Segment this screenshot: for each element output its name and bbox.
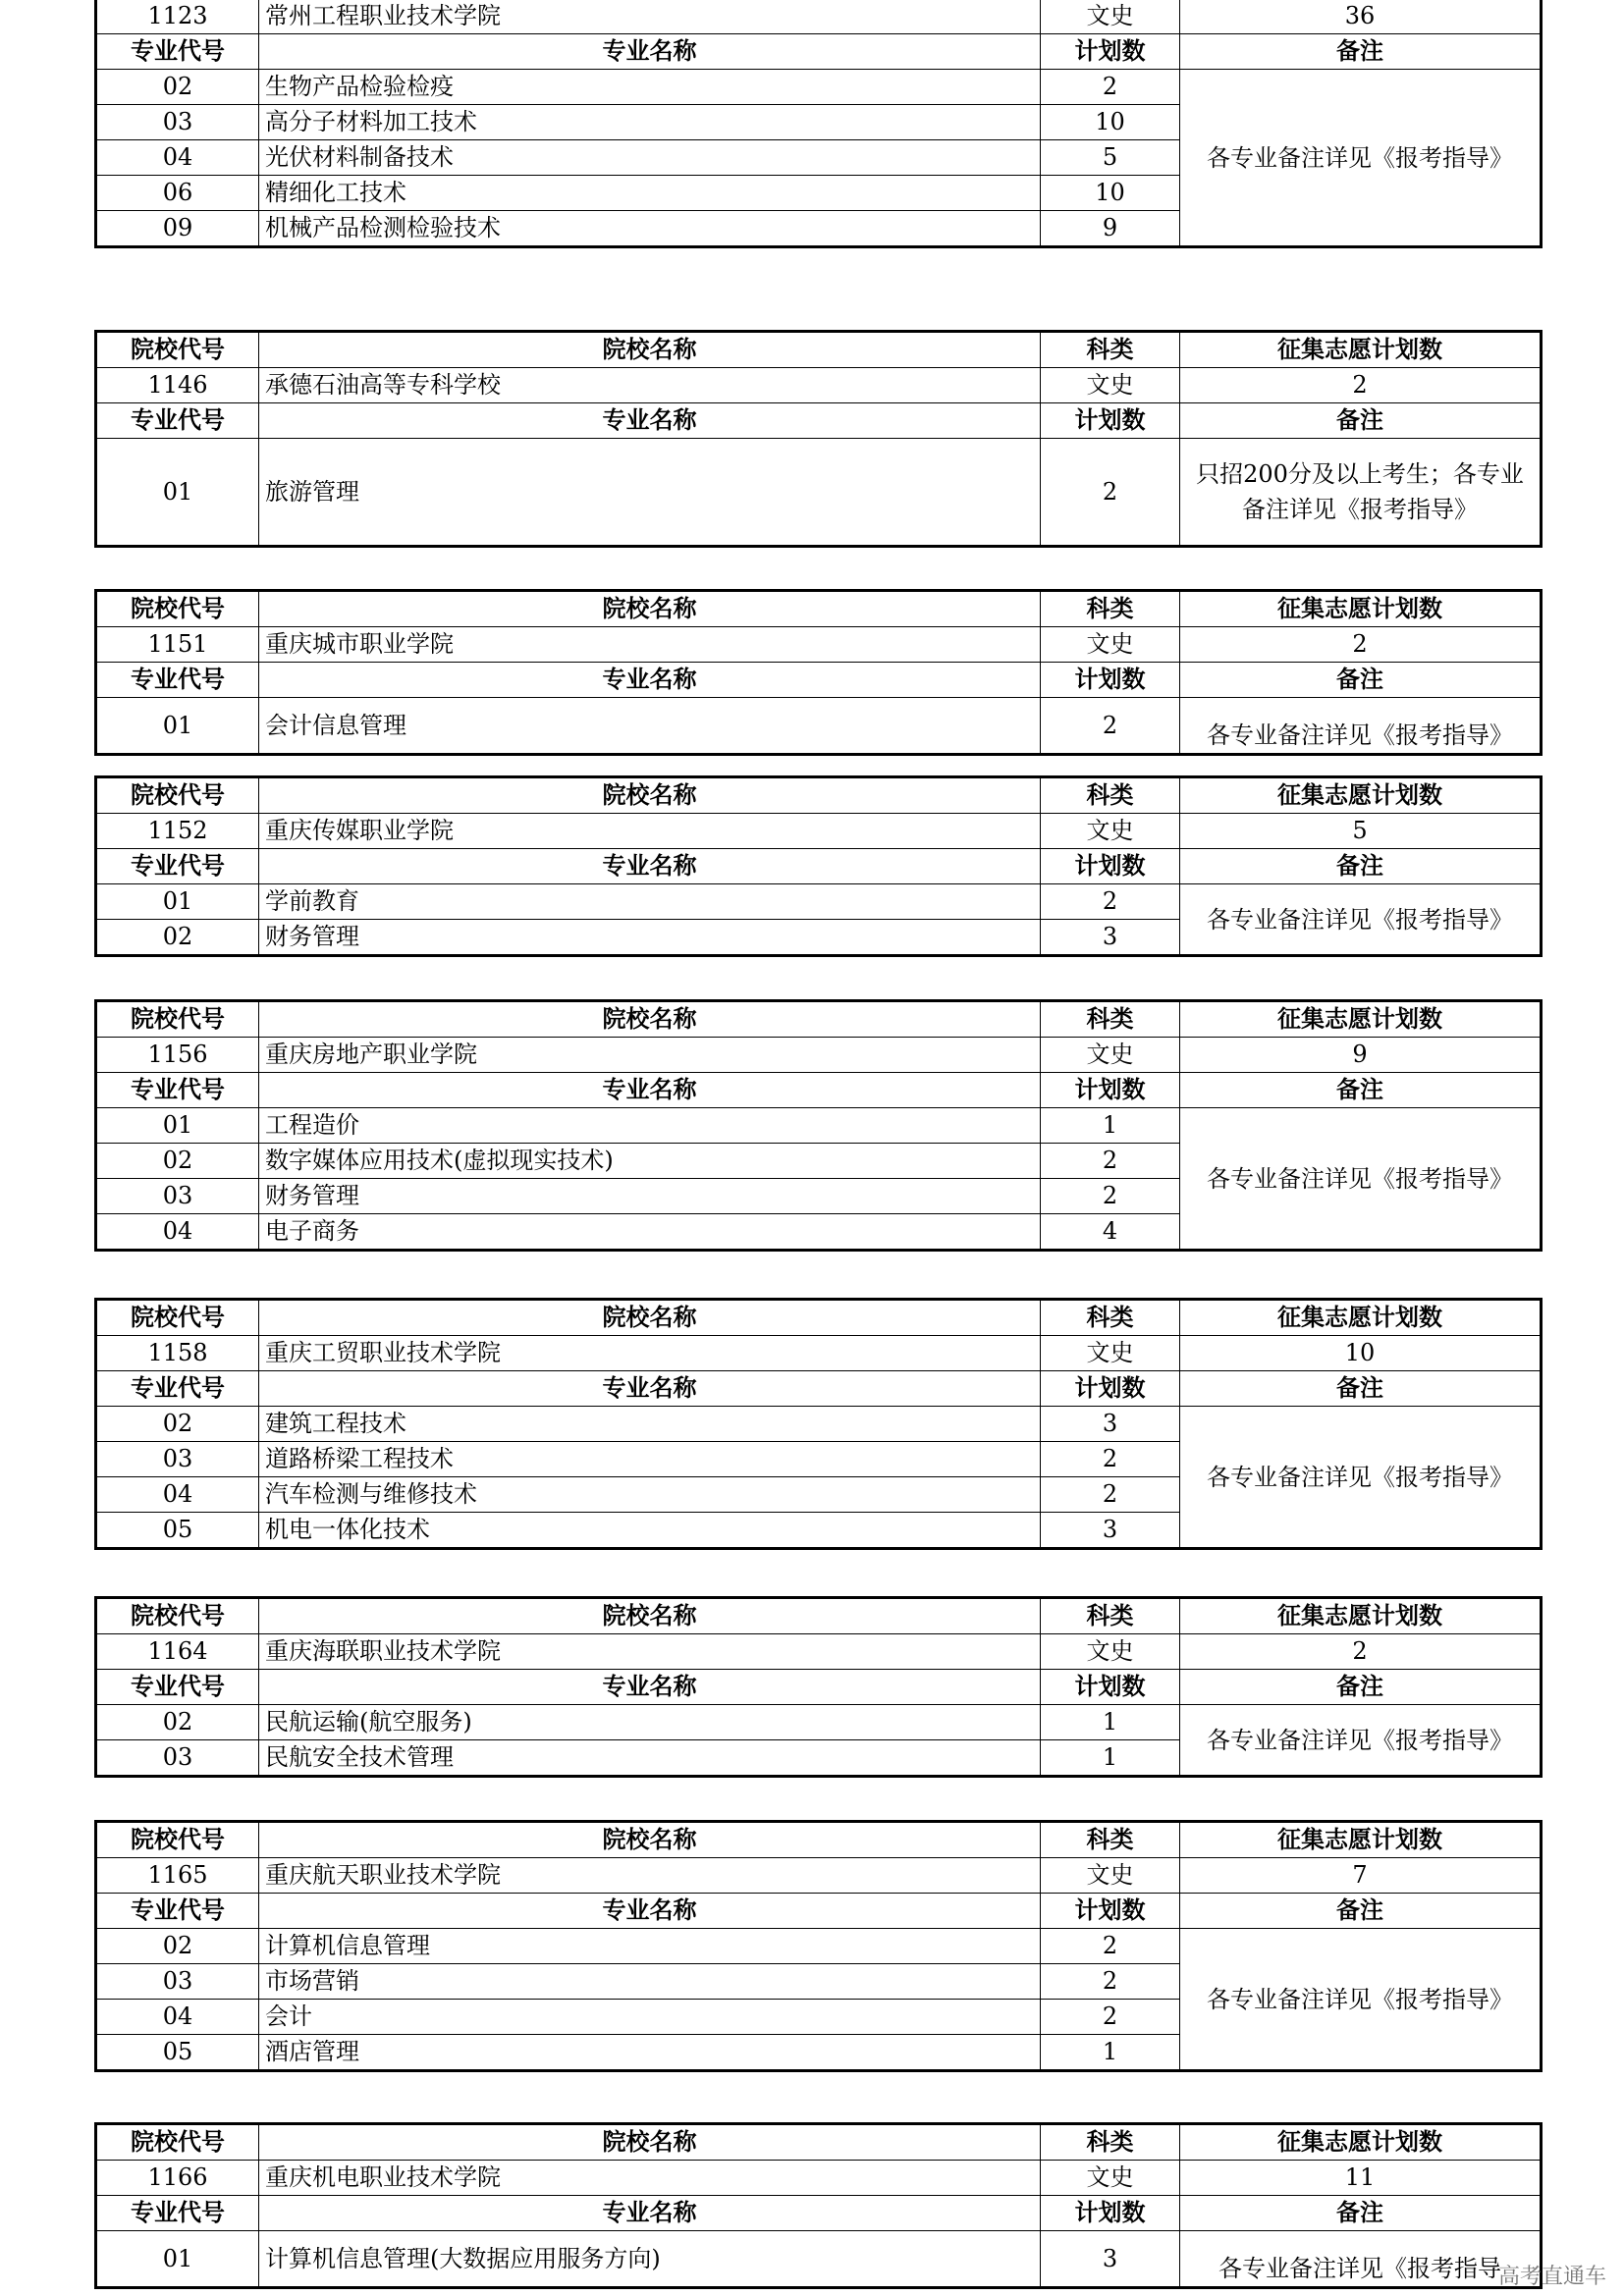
school-category: 文史	[1041, 627, 1180, 663]
major-code: 04	[96, 2000, 259, 2035]
major-code: 02	[96, 70, 259, 105]
major-code: 03	[96, 1442, 259, 1477]
solicit-plan-header: 征集志愿计划数	[1180, 777, 1542, 814]
major-code: 05	[96, 1513, 259, 1549]
school-code: 1123	[96, 0, 259, 34]
major-row	[96, 70, 1542, 105]
school-plan-total: 10	[1180, 1336, 1542, 1371]
major-code-header: 专业代号	[96, 1371, 259, 1407]
school-name-header: 院校名称	[259, 1822, 1041, 1858]
school-name-header: 院校名称	[259, 1300, 1041, 1336]
major-code-header: 专业代号	[96, 849, 259, 884]
school-name-header: 院校名称	[259, 1598, 1041, 1634]
school-header-row	[96, 1598, 1542, 1634]
school-code-header: 院校代号	[96, 332, 259, 368]
major-header-row	[96, 1670, 1542, 1705]
plan-header: 计划数	[1041, 1073, 1180, 1108]
category-header: 科类	[1041, 1300, 1180, 1336]
major-plan: 2	[1041, 1929, 1180, 1964]
major-name: 财务管理	[259, 1179, 1041, 1214]
school-code-header: 院校代号	[96, 1300, 259, 1336]
school-row	[96, 368, 1542, 403]
school-table	[94, 589, 1543, 756]
major-name: 财务管理	[259, 920, 1041, 956]
major-name-header: 专业名称	[259, 663, 1041, 698]
major-plan: 1	[1041, 1108, 1180, 1144]
major-plan: 10	[1041, 105, 1180, 140]
major-code-header: 专业代号	[96, 2196, 259, 2231]
major-plan: 2	[1041, 70, 1180, 105]
major-name: 高分子材料加工技术	[259, 105, 1041, 140]
major-name: 机械产品检测检验技术	[259, 211, 1041, 247]
school-name: 常州工程职业技术学院	[259, 0, 1041, 34]
major-name: 学前教育	[259, 884, 1041, 920]
major-code: 03	[96, 1740, 259, 1777]
major-row	[96, 1929, 1542, 1964]
solicit-plan-header: 征集志愿计划数	[1180, 1822, 1542, 1858]
note-header: 备注	[1180, 2196, 1542, 2231]
school-plan-total: 9	[1180, 1038, 1542, 1073]
school-name: 重庆城市职业学院	[259, 627, 1041, 663]
school-code-header: 院校代号	[96, 1001, 259, 1038]
category-header: 科类	[1041, 1001, 1180, 1038]
major-row	[96, 1108, 1542, 1144]
school-header-row	[96, 1001, 1542, 1038]
school-plan-total: 2	[1180, 627, 1542, 663]
major-name-header: 专业名称	[259, 403, 1041, 439]
major-code: 02	[96, 1407, 259, 1442]
major-plan: 2	[1041, 698, 1180, 755]
school-plan-total: 2	[1180, 368, 1542, 403]
major-note: 各专业备注详见《报考指导》	[1180, 1705, 1542, 1777]
school-code-header: 院校代号	[96, 1822, 259, 1858]
solicit-plan-header: 征集志愿计划数	[1180, 1598, 1542, 1634]
plan-header: 计划数	[1041, 663, 1180, 698]
school-code: 1151	[96, 627, 259, 663]
major-name: 道路桥梁工程技术	[259, 1442, 1041, 1477]
school-category: 文史	[1041, 1858, 1180, 1894]
major-header-row	[96, 849, 1542, 884]
plan-header: 计划数	[1041, 2196, 1180, 2231]
note-header: 备注	[1180, 663, 1542, 698]
note-header: 备注	[1180, 849, 1542, 884]
major-row	[96, 2231, 1542, 2288]
major-plan: 3	[1041, 1407, 1180, 1442]
major-code: 05	[96, 2035, 259, 2071]
major-row	[96, 884, 1542, 920]
major-row	[96, 1705, 1542, 1740]
school-row	[96, 1336, 1542, 1371]
school-name: 重庆传媒职业学院	[259, 814, 1041, 849]
school-category: 文史	[1041, 814, 1180, 849]
major-note: 各专业备注详见《报考指导》	[1180, 1929, 1542, 2071]
school-plan-total: 7	[1180, 1858, 1542, 1894]
solicit-plan-header: 征集志愿计划数	[1180, 332, 1542, 368]
major-name: 酒店管理	[259, 2035, 1041, 2071]
major-name: 生物产品检验检疫	[259, 70, 1041, 105]
major-note: 各专业备注详见《报考指导》	[1180, 1108, 1542, 1251]
school-category: 文史	[1041, 0, 1180, 34]
major-code: 04	[96, 1214, 259, 1251]
major-code-header: 专业代号	[96, 663, 259, 698]
major-plan: 3	[1041, 2231, 1180, 2288]
school-code-header: 院校代号	[96, 1598, 259, 1634]
major-note	[1180, 698, 1542, 755]
major-name-header: 专业名称	[259, 34, 1041, 70]
major-plan: 2	[1041, 1964, 1180, 2000]
major-code-header: 专业代号	[96, 403, 259, 439]
note-header: 备注	[1180, 403, 1542, 439]
school-name-header: 院校名称	[259, 332, 1041, 368]
major-name: 光伏材料制备技术	[259, 140, 1041, 176]
major-code-header: 专业代号	[96, 1894, 259, 1929]
school-row	[96, 627, 1542, 663]
school-category: 文史	[1041, 1336, 1180, 1371]
major-name: 民航运输(航空服务)	[259, 1705, 1041, 1740]
major-name-header: 专业名称	[259, 1073, 1041, 1108]
major-plan: 4	[1041, 1214, 1180, 1251]
school-table	[94, 2122, 1543, 2289]
school-name-header: 院校名称	[259, 2124, 1041, 2161]
major-header-row	[96, 1073, 1542, 1108]
major-plan: 2	[1041, 2000, 1180, 2035]
major-code: 01	[96, 1108, 259, 1144]
category-header: 科类	[1041, 1598, 1180, 1634]
plan-header: 计划数	[1041, 403, 1180, 439]
major-row	[96, 439, 1542, 547]
major-code: 01	[96, 439, 259, 547]
plan-header: 计划数	[1041, 1894, 1180, 1929]
category-header: 科类	[1041, 591, 1180, 627]
major-header-row	[96, 34, 1542, 70]
major-code: 02	[96, 1144, 259, 1179]
school-header-row	[96, 591, 1542, 627]
major-code: 02	[96, 1705, 259, 1740]
major-name: 数字媒体应用技术(虚拟现实技术)	[259, 1144, 1041, 1179]
solicit-plan-header: 征集志愿计划数	[1180, 2124, 1542, 2161]
major-note	[1180, 2231, 1542, 2288]
major-code: 01	[96, 698, 259, 755]
school-plan-total: 5	[1180, 814, 1542, 849]
major-plan: 10	[1041, 176, 1180, 211]
major-plan: 2	[1041, 439, 1180, 547]
major-name-header: 专业名称	[259, 849, 1041, 884]
major-name: 会计	[259, 2000, 1041, 2035]
school-header-row	[96, 777, 1542, 814]
major-plan: 2	[1041, 1179, 1180, 1214]
school-code: 1152	[96, 814, 259, 849]
note-header: 备注	[1180, 1670, 1542, 1705]
major-header-row	[96, 2196, 1542, 2231]
major-note-text: 各专业备注详见《报考指导	[1218, 2255, 1501, 2282]
major-code: 04	[96, 140, 259, 176]
school-plan-total: 11	[1180, 2161, 1542, 2196]
plan-header: 计划数	[1041, 849, 1180, 884]
school-code-header: 院校代号	[96, 777, 259, 814]
school-header-row	[96, 1822, 1542, 1858]
school-category: 文史	[1041, 1038, 1180, 1073]
category-header: 科类	[1041, 1822, 1180, 1858]
major-name: 工程造价	[259, 1108, 1041, 1144]
major-name: 精细化工技术	[259, 176, 1041, 211]
major-code-header: 专业代号	[96, 1073, 259, 1108]
major-name: 电子商务	[259, 1214, 1041, 1251]
major-name: 机电一体化技术	[259, 1513, 1041, 1549]
plan-header: 计划数	[1041, 1371, 1180, 1407]
major-code: 03	[96, 1964, 259, 2000]
category-header: 科类	[1041, 777, 1180, 814]
school-plan-total: 2	[1180, 1634, 1542, 1670]
major-name: 市场营销	[259, 1964, 1041, 2000]
note-header: 备注	[1180, 34, 1542, 70]
major-plan: 3	[1041, 1513, 1180, 1549]
major-code: 06	[96, 176, 259, 211]
school-name-header: 院校名称	[259, 777, 1041, 814]
school-row	[96, 1634, 1542, 1670]
school-row	[96, 814, 1542, 849]
school-header-row	[96, 2124, 1542, 2161]
major-plan: 1	[1041, 1740, 1180, 1777]
major-plan: 5	[1041, 140, 1180, 176]
school-code: 1146	[96, 368, 259, 403]
school-name: 重庆机电职业技术学院	[259, 2161, 1041, 2196]
major-name-header: 专业名称	[259, 1371, 1041, 1407]
school-code-header: 院校代号	[96, 2124, 259, 2161]
note-header: 备注	[1180, 1371, 1542, 1407]
major-note: 各专业备注详见《报考指导》	[1180, 884, 1542, 956]
major-plan: 2	[1041, 1442, 1180, 1477]
major-code: 01	[96, 2231, 259, 2288]
school-table	[94, 0, 1543, 248]
major-row	[96, 698, 1542, 755]
school-row	[96, 0, 1542, 34]
major-code: 09	[96, 211, 259, 247]
plan-header: 计划数	[1041, 1670, 1180, 1705]
major-code: 04	[96, 1477, 259, 1513]
major-header-row	[96, 663, 1542, 698]
school-name: 重庆房地产职业学院	[259, 1038, 1041, 1073]
school-category: 文史	[1041, 2161, 1180, 2196]
school-table	[94, 1298, 1543, 1550]
major-plan: 2	[1041, 884, 1180, 920]
major-code-header: 专业代号	[96, 34, 259, 70]
category-header: 科类	[1041, 2124, 1180, 2161]
school-category: 文史	[1041, 368, 1180, 403]
major-plan: 3	[1041, 920, 1180, 956]
school-code-header: 院校代号	[96, 591, 259, 627]
major-name: 汽车检测与维修技术	[259, 1477, 1041, 1513]
watermark: 高考直通车	[1497, 2265, 1606, 2289]
school-row	[96, 1858, 1542, 1894]
school-name-header: 院校名称	[259, 591, 1041, 627]
major-name-header: 专业名称	[259, 1670, 1041, 1705]
school-name-header: 院校名称	[259, 1001, 1041, 1038]
major-row	[96, 1407, 1542, 1442]
major-header-row	[96, 1371, 1542, 1407]
major-code: 03	[96, 1179, 259, 1214]
major-name: 会计信息管理	[259, 698, 1041, 755]
major-note-text: 各专业备注详见《报考指导》	[1207, 721, 1513, 749]
solicit-plan-header: 征集志愿计划数	[1180, 1001, 1542, 1038]
school-table	[94, 1596, 1543, 1778]
school-row	[96, 1038, 1542, 1073]
school-name: 重庆海联职业技术学院	[259, 1634, 1041, 1670]
major-plan: 2	[1041, 1477, 1180, 1513]
school-table	[94, 999, 1543, 1252]
major-note: 各专业备注详见《报考指导》	[1180, 1407, 1542, 1549]
major-name: 计算机信息管理(大数据应用服务方向)	[259, 2231, 1041, 2288]
solicit-plan-header: 征集志愿计划数	[1180, 591, 1542, 627]
major-plan: 1	[1041, 1705, 1180, 1740]
major-name: 建筑工程技术	[259, 1407, 1041, 1442]
school-table	[94, 1820, 1543, 2072]
school-category: 文史	[1041, 1634, 1180, 1670]
major-name: 民航安全技术管理	[259, 1740, 1041, 1777]
major-name-header: 专业名称	[259, 1894, 1041, 1929]
school-row	[96, 2161, 1542, 2196]
school-code: 1156	[96, 1038, 259, 1073]
school-plan-total: 36	[1180, 0, 1542, 34]
category-header: 科类	[1041, 332, 1180, 368]
school-code: 1165	[96, 1858, 259, 1894]
major-plan: 2	[1041, 1144, 1180, 1179]
solicit-plan-header: 征集志愿计划数	[1180, 1300, 1542, 1336]
plan-header: 计划数	[1041, 34, 1180, 70]
note-header: 备注	[1180, 1894, 1542, 1929]
major-code: 01	[96, 884, 259, 920]
major-note: 只招200分及以上考生；各专业备注详见《报考指导》	[1180, 439, 1542, 547]
major-code: 03	[96, 105, 259, 140]
school-name: 重庆工贸职业技术学院	[259, 1336, 1041, 1371]
major-code: 02	[96, 1929, 259, 1964]
note-header: 备注	[1180, 1073, 1542, 1108]
school-code: 1158	[96, 1336, 259, 1371]
school-name: 重庆航天职业技术学院	[259, 1858, 1041, 1894]
major-plan: 1	[1041, 2035, 1180, 2071]
major-code-header: 专业代号	[96, 1670, 259, 1705]
school-table	[94, 775, 1543, 957]
major-header-row	[96, 1894, 1542, 1929]
major-header-row	[96, 403, 1542, 439]
major-name: 旅游管理	[259, 439, 1041, 547]
school-table	[94, 330, 1543, 548]
major-plan: 9	[1041, 211, 1180, 247]
school-header-row	[96, 332, 1542, 368]
school-code: 1166	[96, 2161, 259, 2196]
major-note: 各专业备注详见《报考指导》	[1180, 70, 1542, 247]
major-name-header: 专业名称	[259, 2196, 1041, 2231]
school-name: 承德石油高等专科学校	[259, 368, 1041, 403]
school-header-row	[96, 1300, 1542, 1336]
school-code: 1164	[96, 1634, 259, 1670]
major-code: 02	[96, 920, 259, 956]
major-name: 计算机信息管理	[259, 1929, 1041, 1964]
